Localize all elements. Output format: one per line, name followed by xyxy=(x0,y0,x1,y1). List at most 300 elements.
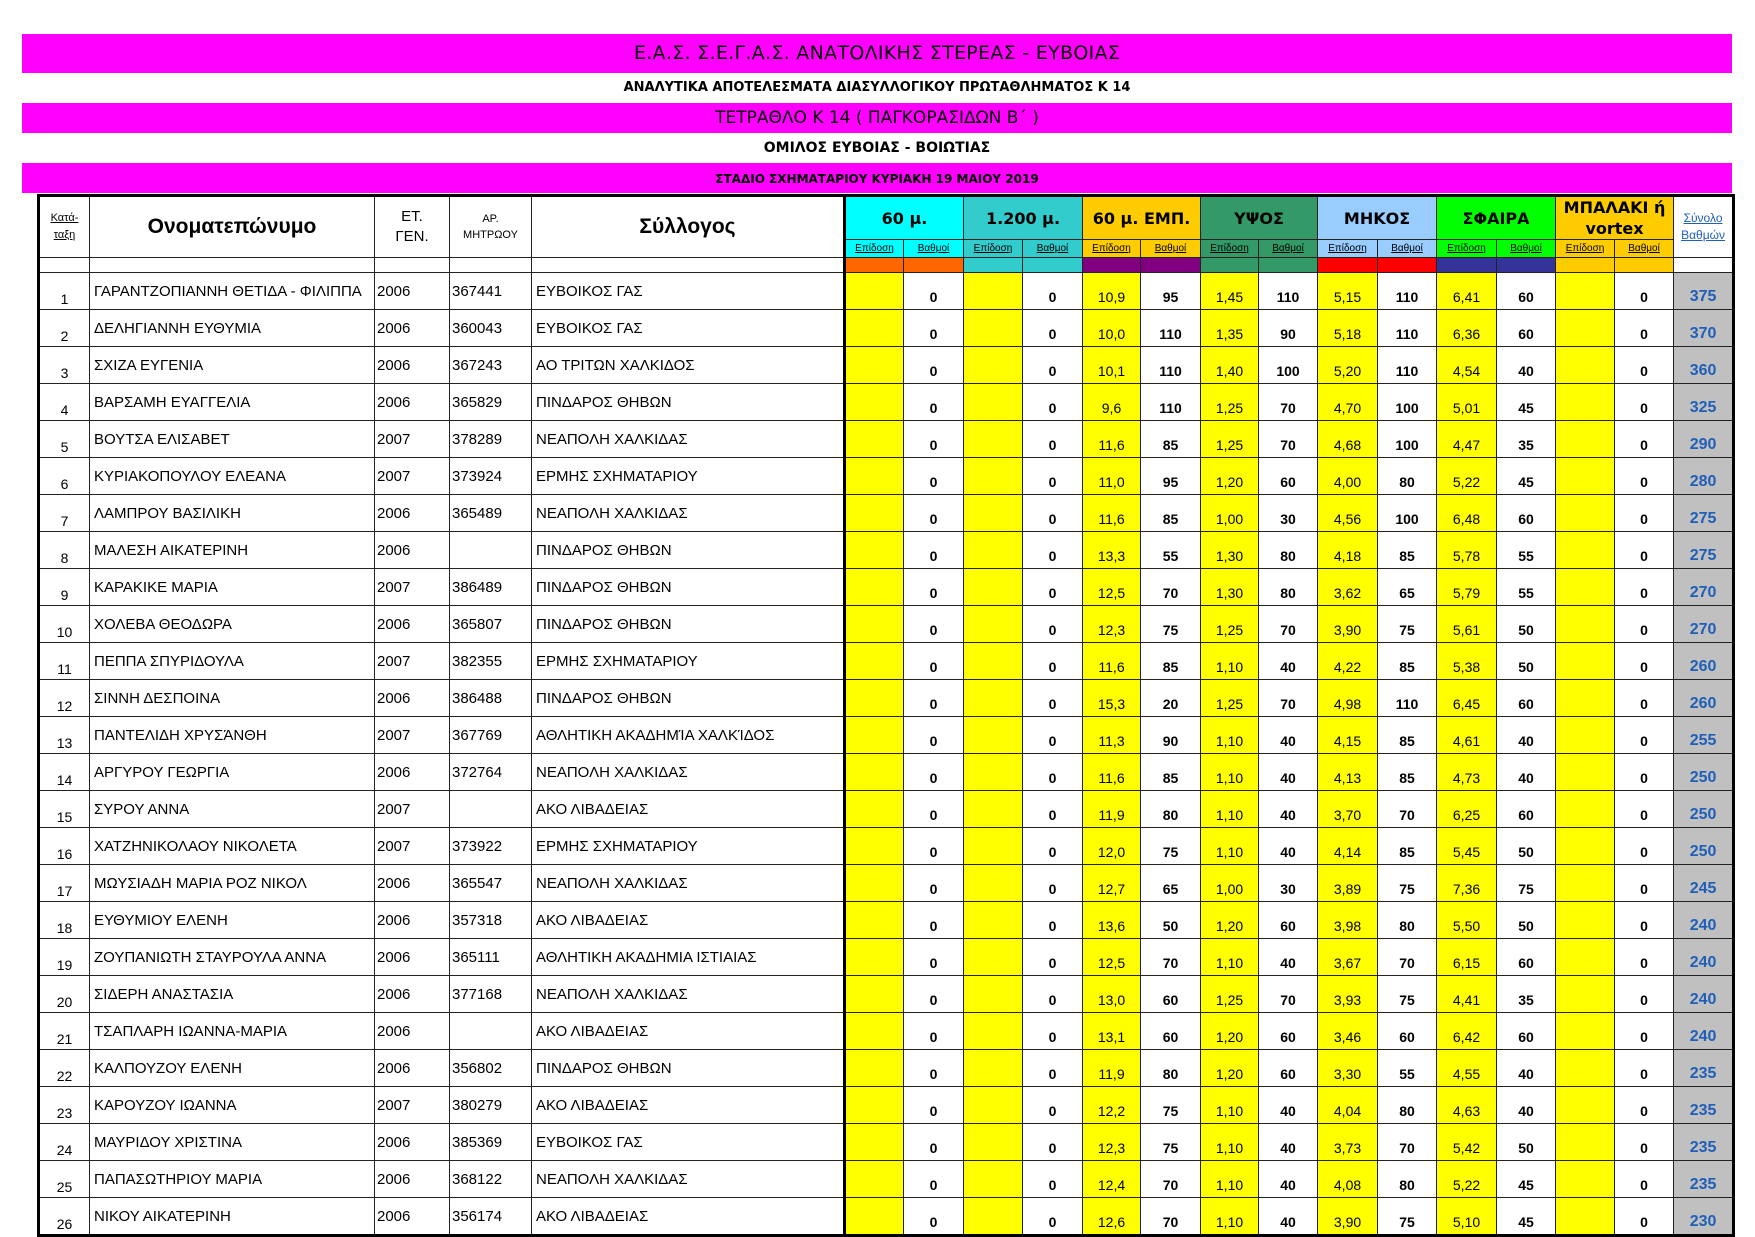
table-row xyxy=(39,421,1734,458)
performance-cell-60m xyxy=(845,569,904,606)
birth-year-cell: 2006 xyxy=(375,939,450,976)
birth-year-cell: 2006 xyxy=(375,1198,450,1236)
points-cell-shot-put: 40 xyxy=(1497,717,1556,754)
points-cell-60m-hurdles: 85 xyxy=(1141,754,1201,791)
table-row xyxy=(39,384,1734,421)
points-cell-long-jump: 80 xyxy=(1378,902,1437,939)
points-cell-ball-throw: 0 xyxy=(1615,458,1674,495)
table-row xyxy=(39,273,1734,310)
performance-cell-shot-put: 5,79 xyxy=(1437,569,1497,606)
points-cell-shot-put: 40 xyxy=(1497,1050,1556,1087)
strip-60m-hurdles xyxy=(1141,258,1201,273)
performance-cell-high-jump: 1,10 xyxy=(1201,1161,1259,1198)
points-cell-shot-put: 45 xyxy=(1497,458,1556,495)
birth-year-cell: 2006 xyxy=(375,1161,450,1198)
points-cell-ball-throw: 0 xyxy=(1615,606,1674,643)
athlete-name-cell: ΝΙΚΟΥ ΑΙΚΑΤΕΡΙΝΗ xyxy=(90,1198,375,1236)
table-row xyxy=(39,458,1734,495)
points-cell-ball-throw: 0 xyxy=(1615,643,1674,680)
registry-number-cell: 365829 xyxy=(450,384,532,421)
performance-cell-60m xyxy=(845,939,904,976)
performance-cell-long-jump: 3,90 xyxy=(1318,1198,1378,1236)
total-points-cell: 230 xyxy=(1674,1198,1734,1236)
performance-cell-high-jump: 1,20 xyxy=(1201,902,1259,939)
performance-cell-long-jump: 3,73 xyxy=(1318,1124,1378,1161)
total-points-cell: 250 xyxy=(1674,828,1734,865)
points-cell-shot-put: 45 xyxy=(1497,1198,1556,1236)
performance-cell-60m xyxy=(845,976,904,1013)
athlete-name-cell: ΑΡΓΥΡΟΥ ΓΕΩΡΓΙΑ xyxy=(90,754,375,791)
performance-cell-high-jump: 1,10 xyxy=(1201,643,1259,680)
points-cell-ball-throw: 0 xyxy=(1615,865,1674,902)
total-points-cell: 360 xyxy=(1674,347,1734,384)
performance-cell-ball-throw xyxy=(1556,1198,1615,1236)
rank-header[interactable] xyxy=(39,196,90,258)
total-points-cell: 240 xyxy=(1674,976,1734,1013)
points-cell-high-jump: 40 xyxy=(1259,791,1318,828)
rank-header-line2: ταξη xyxy=(53,229,76,241)
performance-cell-shot-put: 4,73 xyxy=(1437,754,1497,791)
table-row xyxy=(39,902,1734,939)
performance-cell-shot-put: 4,61 xyxy=(1437,717,1497,754)
event-title-bar: ΤΕΤΡΑΘΛΟ Κ 14 ( ΠΑΓΚΟΡΑΣΙΔΩΝ Β΄ ) xyxy=(22,103,1732,133)
performance-cell-1200m xyxy=(964,865,1023,902)
performance-cell-long-jump: 4,04 xyxy=(1318,1087,1378,1124)
athlete-name-cell: ΠΑΠΑΣΩΤΗΡΙΟΥ ΜΑΡΙΑ xyxy=(90,1161,375,1198)
points-cell-shot-put: 50 xyxy=(1497,643,1556,680)
points-cell-60m: 0 xyxy=(904,273,964,310)
athlete-name-cell: ΕΥΘΥΜΙΟΥ ΕΛΕΝΗ xyxy=(90,902,375,939)
performance-cell-60m-hurdles: 12,2 xyxy=(1083,1087,1141,1124)
performance-cell-ball-throw xyxy=(1556,643,1615,680)
birth-year-cell: 2007 xyxy=(375,458,450,495)
athlete-name-cell: ΠΕΠΠΑ ΣΠΥΡΙΔΟΥΛΑ xyxy=(90,643,375,680)
points-cell-ball-throw: 0 xyxy=(1615,384,1674,421)
points-cell-1200m: 0 xyxy=(1023,347,1083,384)
performance-cell-1200m xyxy=(964,1198,1023,1236)
performance-cell-long-jump: 4,18 xyxy=(1318,532,1378,569)
points-cell-1200m: 0 xyxy=(1023,865,1083,902)
total-points-cell: 240 xyxy=(1674,1013,1734,1050)
birth-year-cell: 2007 xyxy=(375,828,450,865)
performance-cell-60m xyxy=(845,347,904,384)
birth-year-cell: 2007 xyxy=(375,569,450,606)
athlete-name-cell: ΚΑΡΟΥΖΟΥ ΙΩΑΝΝΑ xyxy=(90,1087,375,1124)
athlete-name-cell: ΣΙΝΝΗ ΔΕΣΠΟΙΝΑ xyxy=(90,680,375,717)
subheader-ball-throw-performance[interactable]: Επίδοση xyxy=(1556,240,1615,258)
performance-cell-60m xyxy=(845,495,904,532)
points-cell-1200m: 0 xyxy=(1023,754,1083,791)
performance-cell-shot-put: 5,50 xyxy=(1437,902,1497,939)
performance-cell-ball-throw xyxy=(1556,495,1615,532)
points-cell-long-jump: 110 xyxy=(1378,273,1437,310)
athlete-name-cell: ΚΥΡΙΑΚΟΠΟΥΛΟΥ ΕΛΕΑΝΑ xyxy=(90,458,375,495)
points-cell-60m-hurdles: 95 xyxy=(1141,458,1201,495)
points-cell-60m-hurdles: 70 xyxy=(1141,1198,1201,1236)
performance-cell-60m-hurdles: 11,9 xyxy=(1083,791,1141,828)
table-row xyxy=(39,717,1734,754)
points-cell-1200m: 0 xyxy=(1023,717,1083,754)
points-cell-high-jump: 70 xyxy=(1259,680,1318,717)
rank-cell: 25 xyxy=(39,1161,90,1198)
club-cell: ΕΡΜΗΣ ΣΧΗΜΑΤΑΡΙΟΥ xyxy=(532,458,845,495)
registry-number-cell: 356802 xyxy=(450,1050,532,1087)
points-cell-60m-hurdles: 70 xyxy=(1141,1161,1201,1198)
total-points-cell: 250 xyxy=(1674,754,1734,791)
subheader-long-jump-performance[interactable]: Επίδοση xyxy=(1318,240,1378,258)
total-points-cell: 245 xyxy=(1674,865,1734,902)
subheader-long-jump-points[interactable]: Βαθμοί xyxy=(1378,240,1437,258)
registry-number-cell: 382355 xyxy=(450,643,532,680)
points-cell-high-jump: 70 xyxy=(1259,421,1318,458)
total-points-cell: 275 xyxy=(1674,495,1734,532)
performance-cell-60m xyxy=(845,680,904,717)
performance-cell-ball-throw xyxy=(1556,421,1615,458)
performance-cell-ball-throw xyxy=(1556,828,1615,865)
performance-cell-60m xyxy=(845,828,904,865)
points-cell-60m-hurdles: 110 xyxy=(1141,347,1201,384)
registry-header-line2: ΜΗΤΡΩΟΥ xyxy=(463,229,518,241)
performance-cell-60m xyxy=(845,643,904,680)
table-row xyxy=(39,347,1734,384)
subheader-60m-points[interactable]: Βαθμοί xyxy=(904,240,964,258)
performance-cell-ball-throw xyxy=(1556,532,1615,569)
subheader-high-jump-performance[interactable]: Επίδοση xyxy=(1201,240,1259,258)
rank-cell: 1 xyxy=(39,273,90,310)
total-points-cell: 240 xyxy=(1674,902,1734,939)
registry-number-cell: 386489 xyxy=(450,569,532,606)
performance-cell-high-jump: 1,10 xyxy=(1201,1124,1259,1161)
points-cell-shot-put: 60 xyxy=(1497,310,1556,347)
birth-year-cell: 2006 xyxy=(375,347,450,384)
performance-cell-1200m xyxy=(964,384,1023,421)
performance-cell-long-jump: 3,89 xyxy=(1318,865,1378,902)
points-cell-60m: 0 xyxy=(904,310,964,347)
table-row xyxy=(39,791,1734,828)
points-cell-shot-put: 60 xyxy=(1497,791,1556,828)
club-cell: ΝΕΑΠΟΛΗ ΧΑΛΚΙΔΑΣ xyxy=(532,495,845,532)
rank-cell: 12 xyxy=(39,680,90,717)
points-cell-long-jump: 85 xyxy=(1378,532,1437,569)
performance-cell-1200m xyxy=(964,273,1023,310)
strip-shot-put xyxy=(1437,258,1497,273)
subheader-1200m-performance[interactable]: Επίδοση xyxy=(964,240,1023,258)
table-row xyxy=(39,939,1734,976)
birth-year-cell: 2006 xyxy=(375,384,450,421)
table-row xyxy=(39,754,1734,791)
points-cell-high-jump: 80 xyxy=(1259,569,1318,606)
performance-cell-high-jump: 1,10 xyxy=(1201,1087,1259,1124)
total-points-cell: 375 xyxy=(1674,273,1734,310)
birth-year-cell: 2006 xyxy=(375,865,450,902)
rank-cell: 6 xyxy=(39,458,90,495)
performance-cell-60m xyxy=(845,1087,904,1124)
points-cell-ball-throw: 0 xyxy=(1615,569,1674,606)
performance-cell-1200m xyxy=(964,347,1023,384)
points-cell-1200m: 0 xyxy=(1023,643,1083,680)
points-cell-high-jump: 100 xyxy=(1259,347,1318,384)
performance-cell-1200m xyxy=(964,680,1023,717)
performance-cell-shot-put: 6,15 xyxy=(1437,939,1497,976)
table-row xyxy=(39,680,1734,717)
performance-cell-ball-throw xyxy=(1556,606,1615,643)
performance-cell-1200m xyxy=(964,976,1023,1013)
points-cell-long-jump: 85 xyxy=(1378,717,1437,754)
points-cell-high-jump: 60 xyxy=(1259,1050,1318,1087)
performance-cell-1200m xyxy=(964,828,1023,865)
athlete-name-cell: ΣΧΙΖΑ ΕΥΓΕΝΙΑ xyxy=(90,347,375,384)
performance-cell-60m-hurdles: 11,6 xyxy=(1083,421,1141,458)
event-header-shot-put: ΣΦΑΙΡΑ xyxy=(1437,196,1556,240)
points-cell-1200m: 0 xyxy=(1023,421,1083,458)
points-cell-60m-hurdles: 85 xyxy=(1141,421,1201,458)
points-cell-1200m: 0 xyxy=(1023,1050,1083,1087)
club-cell: ΕΡΜΗΣ ΣΧΗΜΑΤΑΡΙΟΥ xyxy=(532,828,845,865)
venue-date-bar: ΣΤΑΔΙΟ ΣΧΗΜΑΤΑΡΙΟΥ ΚΥΡΙΑΚΗ 19 ΜΑΙΟΥ 2019 xyxy=(22,163,1732,193)
color-strip-row xyxy=(39,258,1734,273)
points-cell-ball-throw: 0 xyxy=(1615,754,1674,791)
table-row xyxy=(39,532,1734,569)
club-cell: ΝΕΑΠΟΛΗ ΧΑΛΚΙΔΑΣ xyxy=(532,865,845,902)
points-cell-ball-throw: 0 xyxy=(1615,1198,1674,1236)
points-cell-1200m: 0 xyxy=(1023,680,1083,717)
subheader-shot-put-points[interactable]: Βαθμοί xyxy=(1497,240,1556,258)
registry-number-cell: 377168 xyxy=(450,976,532,1013)
performance-cell-60m-hurdles: 13,3 xyxy=(1083,532,1141,569)
performance-cell-60m-hurdles: 11,0 xyxy=(1083,458,1141,495)
performance-cell-1200m xyxy=(964,754,1023,791)
points-cell-60m: 0 xyxy=(904,421,964,458)
subheader-ball-throw-points[interactable]: Βαθμοί xyxy=(1615,240,1674,258)
subheader-60m-performance[interactable]: Επίδοση xyxy=(845,240,904,258)
table-row xyxy=(39,1050,1734,1087)
points-cell-long-jump: 55 xyxy=(1378,1050,1437,1087)
points-cell-60m: 0 xyxy=(904,347,964,384)
strip-high-jump xyxy=(1259,258,1318,273)
performance-cell-shot-put: 4,47 xyxy=(1437,421,1497,458)
subheader-shot-put-performance[interactable]: Επίδοση xyxy=(1437,240,1497,258)
club-cell: ΕΥΒΟΙΚΟΣ ΓΑΣ xyxy=(532,1124,845,1161)
points-cell-long-jump: 100 xyxy=(1378,421,1437,458)
points-cell-shot-put: 55 xyxy=(1497,569,1556,606)
performance-cell-60m-hurdles: 11,6 xyxy=(1083,643,1141,680)
points-cell-long-jump: 70 xyxy=(1378,939,1437,976)
points-cell-1200m: 0 xyxy=(1023,569,1083,606)
performance-cell-60m-hurdles: 11,9 xyxy=(1083,1050,1141,1087)
birth-year-cell: 2006 xyxy=(375,606,450,643)
header-row xyxy=(39,196,1734,240)
total-points-cell: 235 xyxy=(1674,1087,1734,1124)
performance-cell-ball-throw xyxy=(1556,1161,1615,1198)
performance-cell-60m xyxy=(845,532,904,569)
performance-cell-long-jump: 3,93 xyxy=(1318,976,1378,1013)
performance-cell-long-jump: 5,20 xyxy=(1318,347,1378,384)
points-cell-long-jump: 75 xyxy=(1378,606,1437,643)
rank-cell: 22 xyxy=(39,1050,90,1087)
total-points-header[interactable] xyxy=(1674,196,1734,258)
organization-title-bar: Ε.Α.Σ. Σ.Ε.Γ.Α.Σ. ΑΝΑΤΟΛΙΚΗΣ ΣΤΕΡΕΑΣ - ΕΥΒΟΙΑΣ xyxy=(22,34,1732,73)
performance-cell-long-jump: 4,56 xyxy=(1318,495,1378,532)
performance-cell-long-jump: 4,70 xyxy=(1318,384,1378,421)
points-cell-high-jump: 60 xyxy=(1259,458,1318,495)
points-cell-shot-put: 45 xyxy=(1497,384,1556,421)
performance-cell-60m-hurdles: 10,1 xyxy=(1083,347,1141,384)
performance-cell-60m xyxy=(845,421,904,458)
athlete-name-cell: ΚΑΛΠΟΥΖΟΥ ΕΛΕΝΗ xyxy=(90,1050,375,1087)
points-cell-60m-hurdles: 90 xyxy=(1141,717,1201,754)
performance-cell-high-jump: 1,30 xyxy=(1201,532,1259,569)
points-cell-60m: 0 xyxy=(904,791,964,828)
strip-high-jump xyxy=(1201,258,1259,273)
subheader-1200m-points[interactable]: Βαθμοί xyxy=(1023,240,1083,258)
performance-cell-long-jump: 4,98 xyxy=(1318,680,1378,717)
performance-cell-shot-put: 6,42 xyxy=(1437,1013,1497,1050)
performance-cell-ball-throw xyxy=(1556,1124,1615,1161)
birth-year-cell: 2006 xyxy=(375,976,450,1013)
points-cell-high-jump: 60 xyxy=(1259,1013,1318,1050)
performance-cell-60m-hurdles: 11,6 xyxy=(1083,754,1141,791)
event-header-long-jump: ΜΗΚΟΣ xyxy=(1318,196,1437,240)
points-cell-long-jump: 110 xyxy=(1378,310,1437,347)
performance-cell-1200m xyxy=(964,532,1023,569)
performance-cell-60m-hurdles: 11,6 xyxy=(1083,495,1141,532)
points-cell-long-jump: 85 xyxy=(1378,754,1437,791)
registry-number-cell: 365489 xyxy=(450,495,532,532)
performance-cell-shot-put: 4,54 xyxy=(1437,347,1497,384)
subheader-60m-hurdles-points[interactable]: Βαθμοί xyxy=(1141,240,1201,258)
performance-cell-shot-put: 5,10 xyxy=(1437,1198,1497,1236)
performance-cell-shot-put: 4,55 xyxy=(1437,1050,1497,1087)
performance-cell-high-jump: 1,45 xyxy=(1201,273,1259,310)
athlete-name-cell: ΜΑΥΡΙΔΟΥ ΧΡΙΣΤΙΝΑ xyxy=(90,1124,375,1161)
points-cell-60m: 0 xyxy=(904,976,964,1013)
points-cell-60m-hurdles: 55 xyxy=(1141,532,1201,569)
performance-cell-ball-throw xyxy=(1556,458,1615,495)
performance-cell-60m xyxy=(845,1198,904,1236)
total-points-cell: 270 xyxy=(1674,606,1734,643)
points-cell-high-jump: 70 xyxy=(1259,606,1318,643)
performance-cell-high-jump: 1,10 xyxy=(1201,791,1259,828)
points-cell-high-jump: 30 xyxy=(1259,865,1318,902)
performance-cell-1200m xyxy=(964,1050,1023,1087)
athlete-name-cell: ΔΕΛΗΓΙΑΝΝΗ ΕΥΘΥΜΙΑ xyxy=(90,310,375,347)
points-cell-shot-put: 35 xyxy=(1497,421,1556,458)
points-cell-1200m: 0 xyxy=(1023,791,1083,828)
performance-cell-1200m xyxy=(964,717,1023,754)
performance-cell-1200m xyxy=(964,310,1023,347)
table-row xyxy=(39,976,1734,1013)
performance-cell-shot-put: 7,36 xyxy=(1437,865,1497,902)
club-cell: ΑΚΟ ΛΙΒΑΔΕΙΑΣ xyxy=(532,902,845,939)
club-cell: ΠΙΝΔΑΡΟΣ ΘΗΒΩΝ xyxy=(532,532,845,569)
strip-ball-throw xyxy=(1615,258,1674,273)
strip-spacer xyxy=(532,258,845,273)
points-cell-1200m: 0 xyxy=(1023,458,1083,495)
performance-cell-ball-throw xyxy=(1556,717,1615,754)
performance-cell-long-jump: 4,15 xyxy=(1318,717,1378,754)
performance-cell-long-jump: 5,18 xyxy=(1318,310,1378,347)
performance-cell-ball-throw xyxy=(1556,791,1615,828)
athlete-name-cell: ΓΑΡΑΝΤΖΟΠΙΑΝΝΗ ΘΕΤΙΔΑ - ΦΙΛΙΠΠΑ xyxy=(90,273,375,310)
points-cell-shot-put: 50 xyxy=(1497,1124,1556,1161)
points-cell-high-jump: 40 xyxy=(1259,1198,1318,1236)
rank-cell: 13 xyxy=(39,717,90,754)
performance-cell-ball-throw xyxy=(1556,569,1615,606)
points-cell-1200m: 0 xyxy=(1023,1198,1083,1236)
rank-cell: 21 xyxy=(39,1013,90,1050)
rank-cell: 2 xyxy=(39,310,90,347)
club-cell: ΝΕΑΠΟΛΗ ΧΑΛΚΙΔΑΣ xyxy=(532,421,845,458)
performance-cell-high-jump: 1,25 xyxy=(1201,606,1259,643)
subheader-high-jump-points[interactable]: Βαθμοί xyxy=(1259,240,1318,258)
performance-cell-60m xyxy=(845,717,904,754)
strip-long-jump xyxy=(1378,258,1437,273)
club-cell: ΝΕΑΠΟΛΗ ΧΑΛΚΙΔΑΣ xyxy=(532,976,845,1013)
points-cell-60m-hurdles: 70 xyxy=(1141,569,1201,606)
club-cell: ΑΘΛΗΤΙΚΗ ΑΚΑΔΗΜΊΑ ΧΑΛΚΊΔΟΣ xyxy=(532,717,845,754)
points-cell-long-jump: 70 xyxy=(1378,791,1437,828)
performance-cell-high-jump: 1,30 xyxy=(1201,569,1259,606)
performance-cell-60m-hurdles: 9,6 xyxy=(1083,384,1141,421)
birth-year-cell: 2006 xyxy=(375,1124,450,1161)
points-cell-1200m: 0 xyxy=(1023,310,1083,347)
points-cell-long-jump: 110 xyxy=(1378,347,1437,384)
performance-cell-shot-put: 6,48 xyxy=(1437,495,1497,532)
performance-cell-60m-hurdles: 13,0 xyxy=(1083,976,1141,1013)
subheader-60m-hurdles-performance[interactable]: Επίδοση xyxy=(1083,240,1141,258)
points-cell-ball-throw: 0 xyxy=(1615,1087,1674,1124)
points-cell-1200m: 0 xyxy=(1023,532,1083,569)
club-cell: ΝΕΑΠΟΛΗ ΧΑΛΚΙΔΑΣ xyxy=(532,1161,845,1198)
performance-cell-60m xyxy=(845,1124,904,1161)
points-cell-ball-throw: 0 xyxy=(1615,1013,1674,1050)
rank-cell: 8 xyxy=(39,532,90,569)
performance-cell-60m-hurdles: 10,9 xyxy=(1083,273,1141,310)
club-cell: ΕΡΜΗΣ ΣΧΗΜΑΤΑΡΙΟΥ xyxy=(532,643,845,680)
points-cell-60m: 0 xyxy=(904,865,964,902)
total-points-cell: 270 xyxy=(1674,569,1734,606)
points-cell-shot-put: 60 xyxy=(1497,680,1556,717)
strip-1200m xyxy=(1023,258,1083,273)
points-cell-60m: 0 xyxy=(904,1050,964,1087)
performance-cell-60m-hurdles: 13,6 xyxy=(1083,902,1141,939)
performance-cell-long-jump: 5,15 xyxy=(1318,273,1378,310)
performance-cell-1200m xyxy=(964,1124,1023,1161)
club-cell: ΑΚΟ ΛΙΒΑΔΕΙΑΣ xyxy=(532,791,845,828)
strip-shot-put xyxy=(1497,258,1556,273)
total-points-cell: 260 xyxy=(1674,643,1734,680)
rank-cell: 9 xyxy=(39,569,90,606)
performance-cell-high-jump: 1,25 xyxy=(1201,384,1259,421)
performance-cell-shot-put: 4,63 xyxy=(1437,1087,1497,1124)
birth-year-cell: 2007 xyxy=(375,421,450,458)
performance-cell-high-jump: 1,40 xyxy=(1201,347,1259,384)
performance-cell-ball-throw xyxy=(1556,1050,1615,1087)
registry-number-cell: 357318 xyxy=(450,902,532,939)
points-cell-high-jump: 40 xyxy=(1259,1161,1318,1198)
points-cell-ball-throw: 0 xyxy=(1615,1050,1674,1087)
points-cell-long-jump: 80 xyxy=(1378,1087,1437,1124)
performance-cell-60m xyxy=(845,902,904,939)
points-cell-1200m: 0 xyxy=(1023,828,1083,865)
points-cell-1200m: 0 xyxy=(1023,495,1083,532)
performance-cell-60m xyxy=(845,458,904,495)
points-cell-shot-put: 60 xyxy=(1497,1013,1556,1050)
results-body xyxy=(39,273,1734,1236)
performance-cell-60m xyxy=(845,791,904,828)
club-cell: ΑΟ ΤΡΙΤΩΝ ΧΑΛΚΙΔΟΣ xyxy=(532,347,845,384)
club-cell: ΑΚΟ ΛΙΒΑΔΕΙΑΣ xyxy=(532,1198,845,1236)
